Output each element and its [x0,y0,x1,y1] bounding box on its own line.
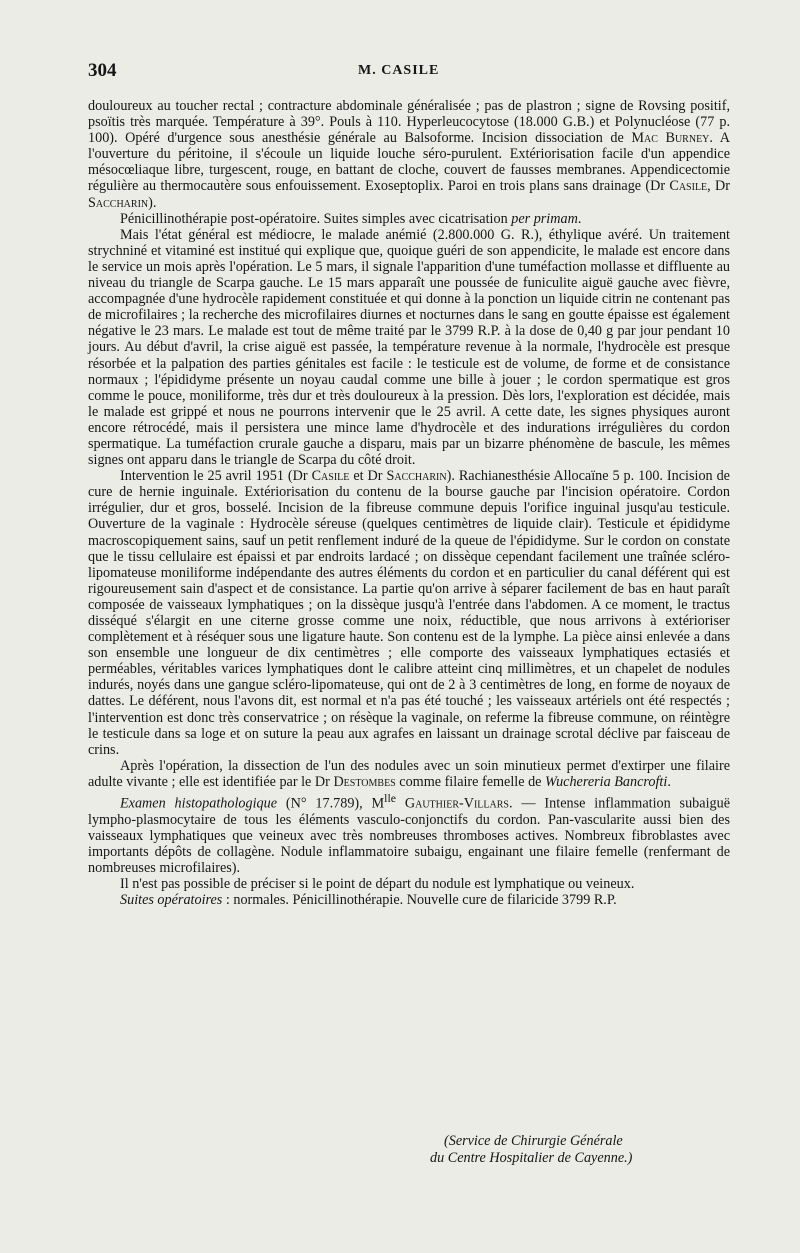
paragraph-suites: Suites opératoires : normales. Pénicillinothérapie. Nouvelle cure de filaricide 3799 R.P. [120,892,617,909]
paragraph-4: Intervention le 25 avril 1951 (Dr Casile et Dr Saccharin). Rachianesthésie Allocaïne 5 p. 100. Incision de cure de hernie inguinale. Extériorisation du contenu de la bourse gauche par l'incision opératoire. Cordon irrégulier, dur et gros, bosselé. Incision de la fibreuse commune depuis l'orifice inguinal jusqu'au testicule. Ouverture de la vaginale : Hydrocèle séreuse (quelques centimètres de liquide clair). Testicule et épididyme macroscopiquement sains, sauf un petit renflement induré de la queue de l'épididyme. Sur le cordon on constate que le tissu cellulaire est épaissi et par endroits lardacé ; on dissèque cependant facilement une traînée scléro-lipomateuse moniliforme indépendante des autres éléments du cordon et en particulier du canal déférent qui est rigoureusement sain d'aspect et de consistance. La partie qu'on arrive à séparer facilement de bas en haut paraît composée de vaisseaux lymphatiques ; on la dissèque jusqu'à l'entrée dans l'abdomen. A ce moment, le tractus disséqué s'élargit en une citerne grosse comme une noix, réductible, que nous arrivons à extérioriser complètement et à réséquer sous une ligature haute. Son contenu est de la lymphe. La pièce ainsi enlevée a dans son ensemble une longueur de dix centimètres ; elle comporte des vaisseaux lymphatiques ectasiés et perméables, véritables varices lymphatiques dont le calibre atteint cinq millimètres, et un chapelet de nodules indurés, noyés dans une gangue scléro-lipomateuse, qui ont de 2 à 3 centimètres de long, en forme de noyaux de dattes. Le déférent, nous l'avons dit, est normal et n'a pas été touché ; les vaisseaux artériels ont été respectés ; l'intervention est donc très conservatrice ; on résèque la vaginale, on referme la fibreuse commune, on réintègre le testicule dans sa loge et on suture la peau aux agrafes en laissant un drainage scrotal déclive par faisceau de crins. [88,468,730,758]
page-number: 304 [88,60,117,81]
affiliation-line-1: (Service de Chirurgie Générale [444,1133,623,1149]
paragraph-2: Pénicillinothérapie post-opératoire. Suites simples avec cicatrisation per primam. [120,210,582,227]
paragraph-5: Après l'opération, la dissection de l'un des nodules avec un soin minutieux permet d'extirper une filaire adulte vivante ; elle est identifiée par le Dr Destombes comme filaire femelle de Wuchereria Bancrofti. [88,757,730,790]
running-head: M. CASILE [358,63,440,78]
paragraph-histopathology: Examen histopathologique (N° 17.789), $M^{lle}$ Gauthier-Villars. — Intense inflammation subaiguë lympho-plasmocytaire de tous les éléments vasculo-conjonctifs du cordon. Pan-vascularite aussi bien des vaisseaux lymphatiques que veineux avec très nombreuses thromboses actives. Nombreux fibroblastes avec importants dépôts de collagène. Nodule inflammatoire subaigu, engainant une filaire femelle (renfermant de nombreuses microfilaires). [88,791,730,877]
affiliation-signature [430,1133,632,1167]
paragraph-1: douloureux au toucher rectal ; contracture abdominale généralisée ; pas de plastron ; signe de Rovsing positif, psoïtis très marquée. Température à 39°. Pouls à 110. Hyperleucocytose (18.000 G.B.) et Polynucléose (77 p. 100). Opéré d'urgence sous anesthésie générale au Balsoforme. Incision dissociation de Mac Burney. A l'ouverture du péritoine, il s'écoule un liquide louche séro-purulent. Extériorisation facile d'un appendice mésocœliaque libre, turgescent, rouge, en battant de cloche, couvert de fausses membranes. Appendicectomie régulière au thermocautère sous enfouissement. Exoseptoplix. Paroi en trois plans sans drainage (Dr Casile, Dr Saccharin). [88,98,730,211]
paragraph-6: Il n'est pas possible de préciser si le point de départ du nodule est lymphatique ou veineux. [120,876,635,893]
paragraph-3: Mais l'état général est médiocre, le malade anémié (2.800.000 G. R.), éthylique avéré. Un traitement strychniné et vitaminé est institué qui explique que, quoique guéri de son appendicite, le malade est encore dans le service un mois après l'opération. Le 5 mars, il signale l'apparition d'une tuméfaction mollasse et diffluente au niveau du triangle de Scarpa gauche. Le 15 mars apparaît une poussée de funiculite aiguë gauche avec fièvre, accompagnée d'une hydrocèle rapidement constituée et qui donne à la ponction un liquide citrin ne contenant pas de microfilaires ; la recherche des microfilaires diurnes et nocturnes dans le sang en goutte épaisse est également négative le 23 mars. Le malade est tout de même traité par le 3799 R.P. à la dose de 0,40 g par jour pendant 10 jours. Au début d'avril, la crise aiguë est passée, la température revenue à la normale, l'hydrocèle est presque résorbée et la palpation des parties génitales est facile : le testicule est de volume, de forme et de consistance normaux ; l'épididyme présente un noyau caudal comme une bille à jouer ; le cordon spermatique est gros comme le pouce, moniliforme, très dur et très douloureux à la pression. Dès lors, l'exploration est décidée, mais le malade est grippé et nous ne pourrons intervenir que le 25 avril. A cette date, les signes physiques auront encore rétrocédé, mais il persistera une mince lame d'hydrocèle et des indurations irrégulières du cordon spermatique. La tuméfaction crurale gauche a disparu, mais par un bizarre phénomène de bascule, les mêmes signes ont apparu dans le triangle de Scarpa du côté droit. [88,226,730,469]
body-text [88,98,730,908]
affiliation-line-2: du Centre Hospitalier de Cayenne.) [430,1150,633,1166]
page-header [88,60,730,84]
